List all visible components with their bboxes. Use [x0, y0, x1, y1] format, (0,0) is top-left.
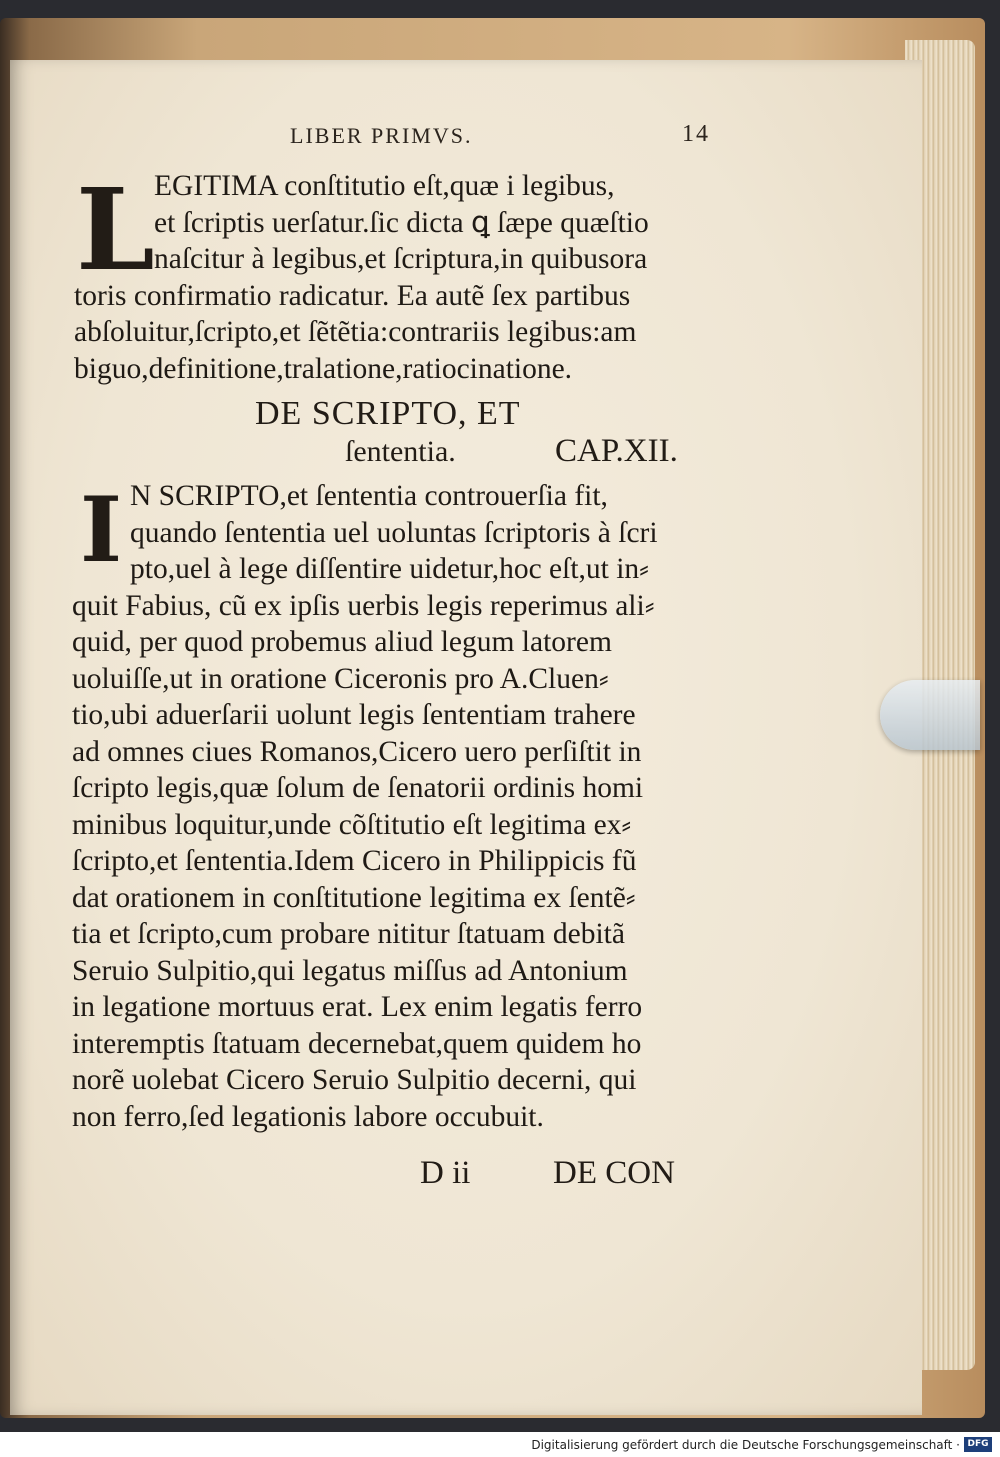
chapter-number: CAP.XII. — [555, 433, 678, 469]
text-line: non ferro,ſed legationis labore occubuit. — [72, 1100, 544, 1133]
dfg-logo: DFG — [964, 1437, 992, 1452]
text-line: quid, per quod probemus aliud legum latorem — [72, 626, 612, 658]
text-line: norẽ uolebat Cicero Seruio Sulpitio decerni, qui — [72, 1064, 637, 1096]
page-clip — [880, 680, 980, 750]
running-head-title: LIBER PRIMVS. — [290, 123, 473, 148]
text-line: biguo,definitione,tralatione,ratiocinatione. — [74, 352, 573, 385]
text-line: naſcitur à legibus,et ſcriptura,in quibusora — [154, 243, 648, 275]
text-line: tio,ubi aduerſarii uolunt legis ſententiam trahere — [72, 699, 636, 731]
text-line: N SCRIPTO,et ſententia controuerſia fit, — [130, 480, 608, 512]
chapter-heading-subtitle: ſententia. — [345, 435, 456, 468]
drop-initial-i: I — [80, 477, 123, 583]
text-line: quando ſententia uel uoluntas ſcriptoris à ſcri — [130, 516, 658, 549]
text-line: pto,uel à lege diſſentire uidetur,hoc eſt,ut in⸗ — [130, 553, 650, 585]
drop-initial-l: L — [76, 165, 155, 296]
text-line: ſcripto,et ſententia.Idem Cicero in Philippicis fũ — [72, 845, 637, 877]
text-line: uoluiſſe,ut in oratione Ciceronis pro A.Cluen⸗ — [72, 662, 609, 695]
text-line: et ſcriptis uerſatur.ſic dicta ꝗ ſæpe quæſtio — [154, 206, 649, 239]
text-line: EGITIMA conſtitutio eſt,quæ i legibus, — [154, 170, 615, 202]
signature-mark: D ii — [420, 1155, 471, 1191]
text-line: tia et ſcripto,cum probare nititur ſtatuam debitã — [72, 918, 625, 950]
footer-credit: Digitalisierung gefördert durch die Deutsche Forschungsgemeinschaft · — [531, 1438, 960, 1452]
text-line: abſoluitur,ſcripto,et ſẽtẽtia:contrariis legibus:am — [74, 316, 637, 348]
chapter-heading-line-1: DE SCRIPTO, ET — [255, 395, 521, 432]
text-line: interemptis ſtatuam decernebat,quem quidem ho — [72, 1027, 642, 1060]
text-line: dat orationem in conſtitutione legitima ex ſentẽ⸗ — [72, 881, 636, 914]
catchword: DE CON — [553, 1155, 675, 1191]
folio-number: 14 — [682, 121, 710, 147]
text-line: Seruio Sulpitio,qui legatus miſſus ad Antonium — [72, 954, 628, 987]
text-line: minibus loquitur,unde cõſtitutio eſt legitima ex⸗ — [72, 808, 632, 841]
paragraph-2 — [72, 478, 658, 1135]
text-line: in legatione mortuus erat. Lex enim legatis ferro — [72, 991, 643, 1023]
text-line: quit Fabius, cũ ex ipſis uerbis legis reperimus ali⸗ — [72, 589, 655, 622]
text-line: ad omnes ciues Romanos,Cicero uero perſiſtit in — [72, 735, 642, 768]
text-line: ſcripto legis,quæ ſolum de ſenatorii ordinis homi — [72, 772, 644, 804]
text-line: toris confirmatio radicatur. Ea autẽ ſex partibus — [74, 279, 631, 312]
running-head — [290, 123, 710, 149]
paragraph-1 — [74, 165, 649, 387]
